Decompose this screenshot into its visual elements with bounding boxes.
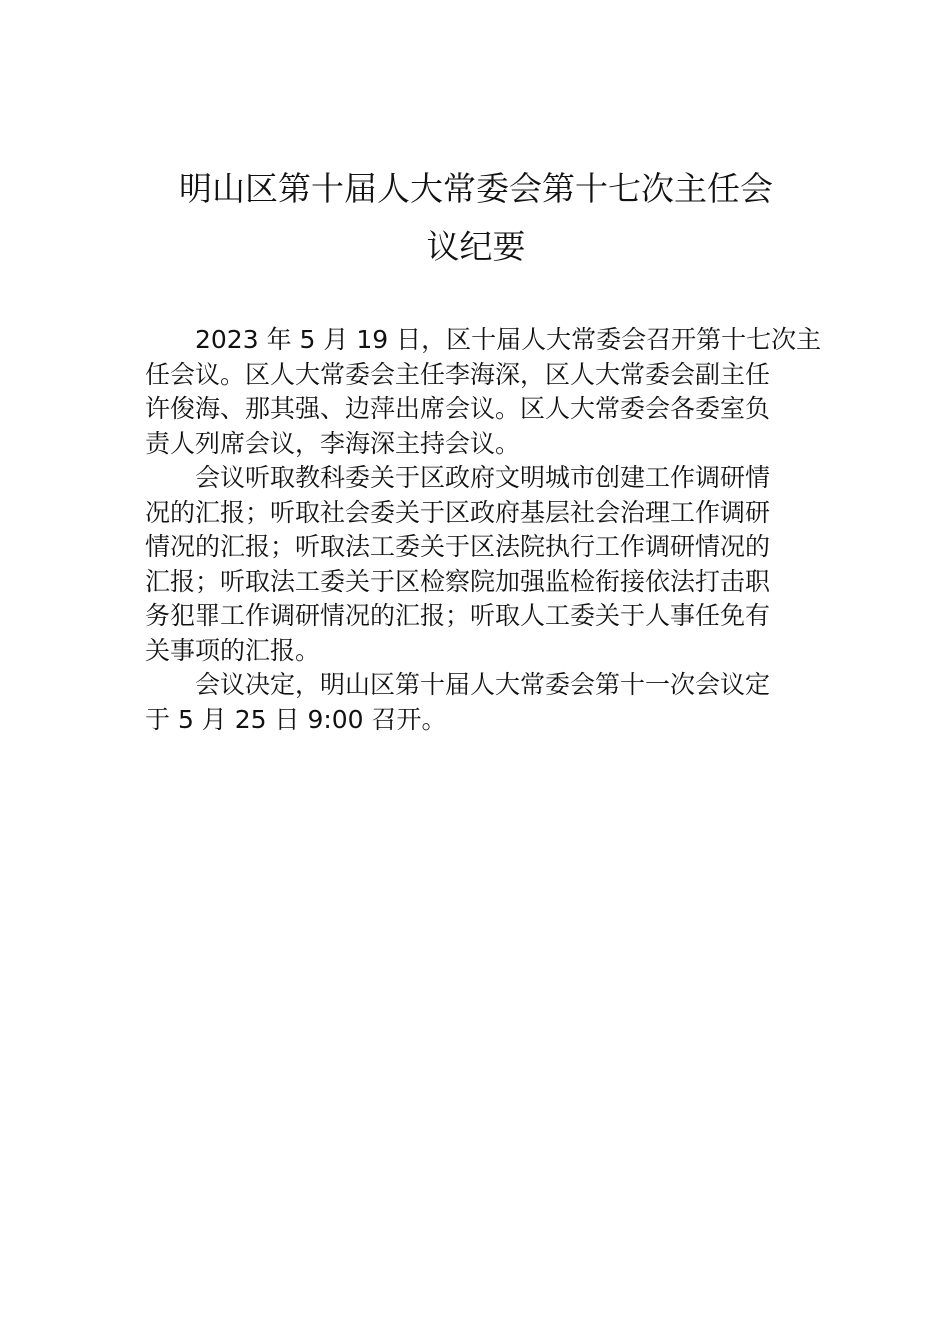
- text-line: 会议决定，明山区第十届人大常委会第十一次会议定: [195, 670, 771, 699]
- document-body: [145, 323, 822, 737]
- document-title: [145, 160, 807, 276]
- text-line: 关事项的汇报。: [145, 635, 321, 665]
- text-line: 汇报；听取法工委关于区检察院加强监检衔接依法打击职: [145, 566, 771, 596]
- paragraph-reports: [145, 461, 809, 668]
- text-line: 务犯罪工作调研情况的汇报；听取人工委关于人事任免有: [145, 601, 771, 630]
- paragraph-decision: [145, 668, 809, 737]
- text-line: 责人列席会议，李海深主持会议。: [145, 428, 521, 458]
- paragraph-meeting-info: [145, 323, 822, 461]
- text-line: 任会议。区人大常委会主任李海深，区人大常委会副主任: [145, 359, 771, 389]
- text-line: 况的汇报；听取社会委关于区政府基层社会治理工作调研: [145, 497, 771, 527]
- title-line-1: 明山区第十届人大常委会第十七次主任会: [179, 169, 773, 208]
- text-line: 许俊海、那其强、边萍出席会议。区人大常委会各委室负: [145, 394, 771, 423]
- text-line: 会议听取教科委关于区政府文明城市创建工作调研情: [195, 463, 771, 492]
- text-line: 于 5 月 25 日 9:00 召开。: [145, 704, 447, 734]
- title-line-2: 议纪要: [426, 227, 526, 266]
- text-line: 2023 年 5 月 19 日，区十届人大常委会召开第十七次主: [195, 325, 822, 354]
- text-line: 情况的汇报；听取法工委关于区法院执行工作调研情况的: [145, 532, 771, 561]
